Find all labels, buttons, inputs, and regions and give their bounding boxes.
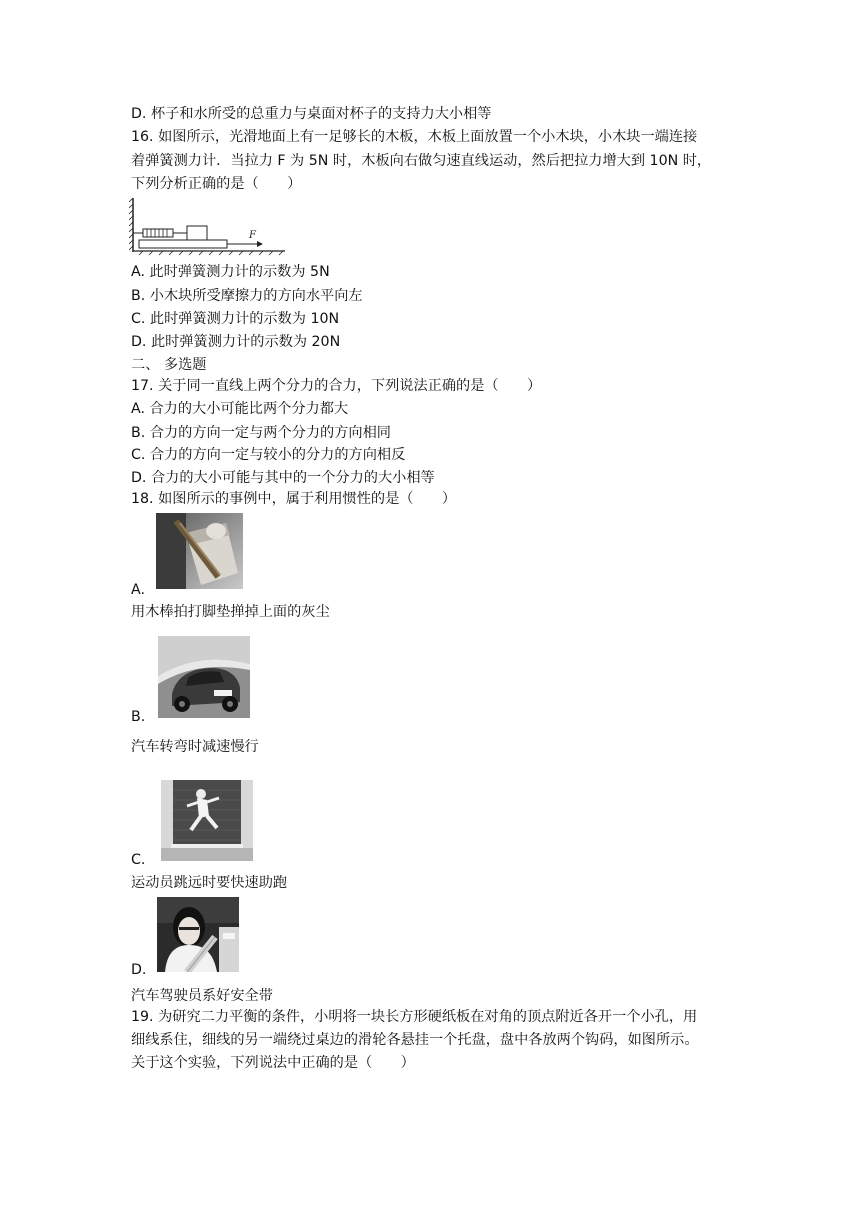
q16-stem-line-1: 16. 如图所示，光滑地面上有一足够长的木板，木板上面放置一个小木块，小木块一端连接 (131, 129, 698, 145)
q17-option-a: A. 合力的大小可能比两个分力都大 (131, 401, 349, 417)
q16-option-b: B. 小木块所受摩擦力的方向水平向左 (131, 288, 363, 304)
q18-option-b-letter: B. (131, 709, 146, 725)
q18-option-b-text: 汽车转弯时减速慢行 (131, 739, 259, 755)
q18-option-a-text: 用木棒拍打脚垫掸掉上面的灰尘 (131, 604, 330, 620)
q16-stem-line-3: 下列分析正确的是（ ） (131, 176, 302, 192)
q16-option-c: C. 此时弹簧测力计的示数为 10N (131, 311, 340, 327)
q17-stem: 17. 关于同一直线上两个分力的合力，下列说法正确的是（ ） (131, 378, 542, 394)
section-heading: 二、 多选题 (131, 357, 207, 373)
force-f-label: F (249, 230, 256, 241)
q17-option-c: C. 合力的方向一定与较小的分力的方向相反 (131, 447, 406, 463)
q16-option-a: A. 此时弹簧测力计的示数为 5N (131, 264, 330, 280)
spring-scale-board-diagram (129, 196, 289, 256)
q15-option-d: D. 杯子和水所受的总重力与桌面对杯子的支持力大小相等 (131, 106, 492, 122)
q18-option-a-letter: A. (131, 582, 145, 598)
q18-option-c-letter: C. (131, 852, 146, 868)
q16-stem-line-2: 着弹簧测力计．当拉力 F 为 5N 时，木板向右做匀速直线运动，然后把拉力增大到 10N 时， (131, 153, 712, 169)
q19-stem-line-2: 细线系住，细线的另一端绕过桌边的滑轮各悬挂一个托盘，盘中各放两个钩码，如图所示。 (131, 1032, 699, 1048)
q19-stem-line-1: 19. 为研究二力平衡的条件，小明将一块长方形硬纸板在对角的顶点附近各开一个小孔，用 (131, 1009, 698, 1025)
q17-option-d: D. 合力的大小可能与其中的一个分力的大小相等 (131, 470, 435, 486)
q18-option-d-text: 汽车驾驶员系好安全带 (131, 988, 273, 1004)
q16-option-d: D. 此时弹簧测力计的示数为 20N (131, 334, 341, 350)
photo-car-turning (158, 636, 250, 718)
q19-stem-line-3: 关于这个实验，下列说法中正确的是（ ） (131, 1055, 415, 1071)
q18-stem: 18. 如图所示的事例中，属于利用惯性的是（ ） (131, 491, 457, 507)
q18-option-d-letter: D. (131, 962, 147, 978)
q17-option-b: B. 合力的方向一定与两个分力的方向相同 (131, 425, 391, 441)
q18-option-c-text: 运动员跳远时要快速助跑 (131, 875, 288, 891)
photo-beating-mat (156, 513, 243, 589)
photo-driver-seat-belt (157, 897, 239, 972)
photo-long-jump-runner (161, 780, 253, 861)
